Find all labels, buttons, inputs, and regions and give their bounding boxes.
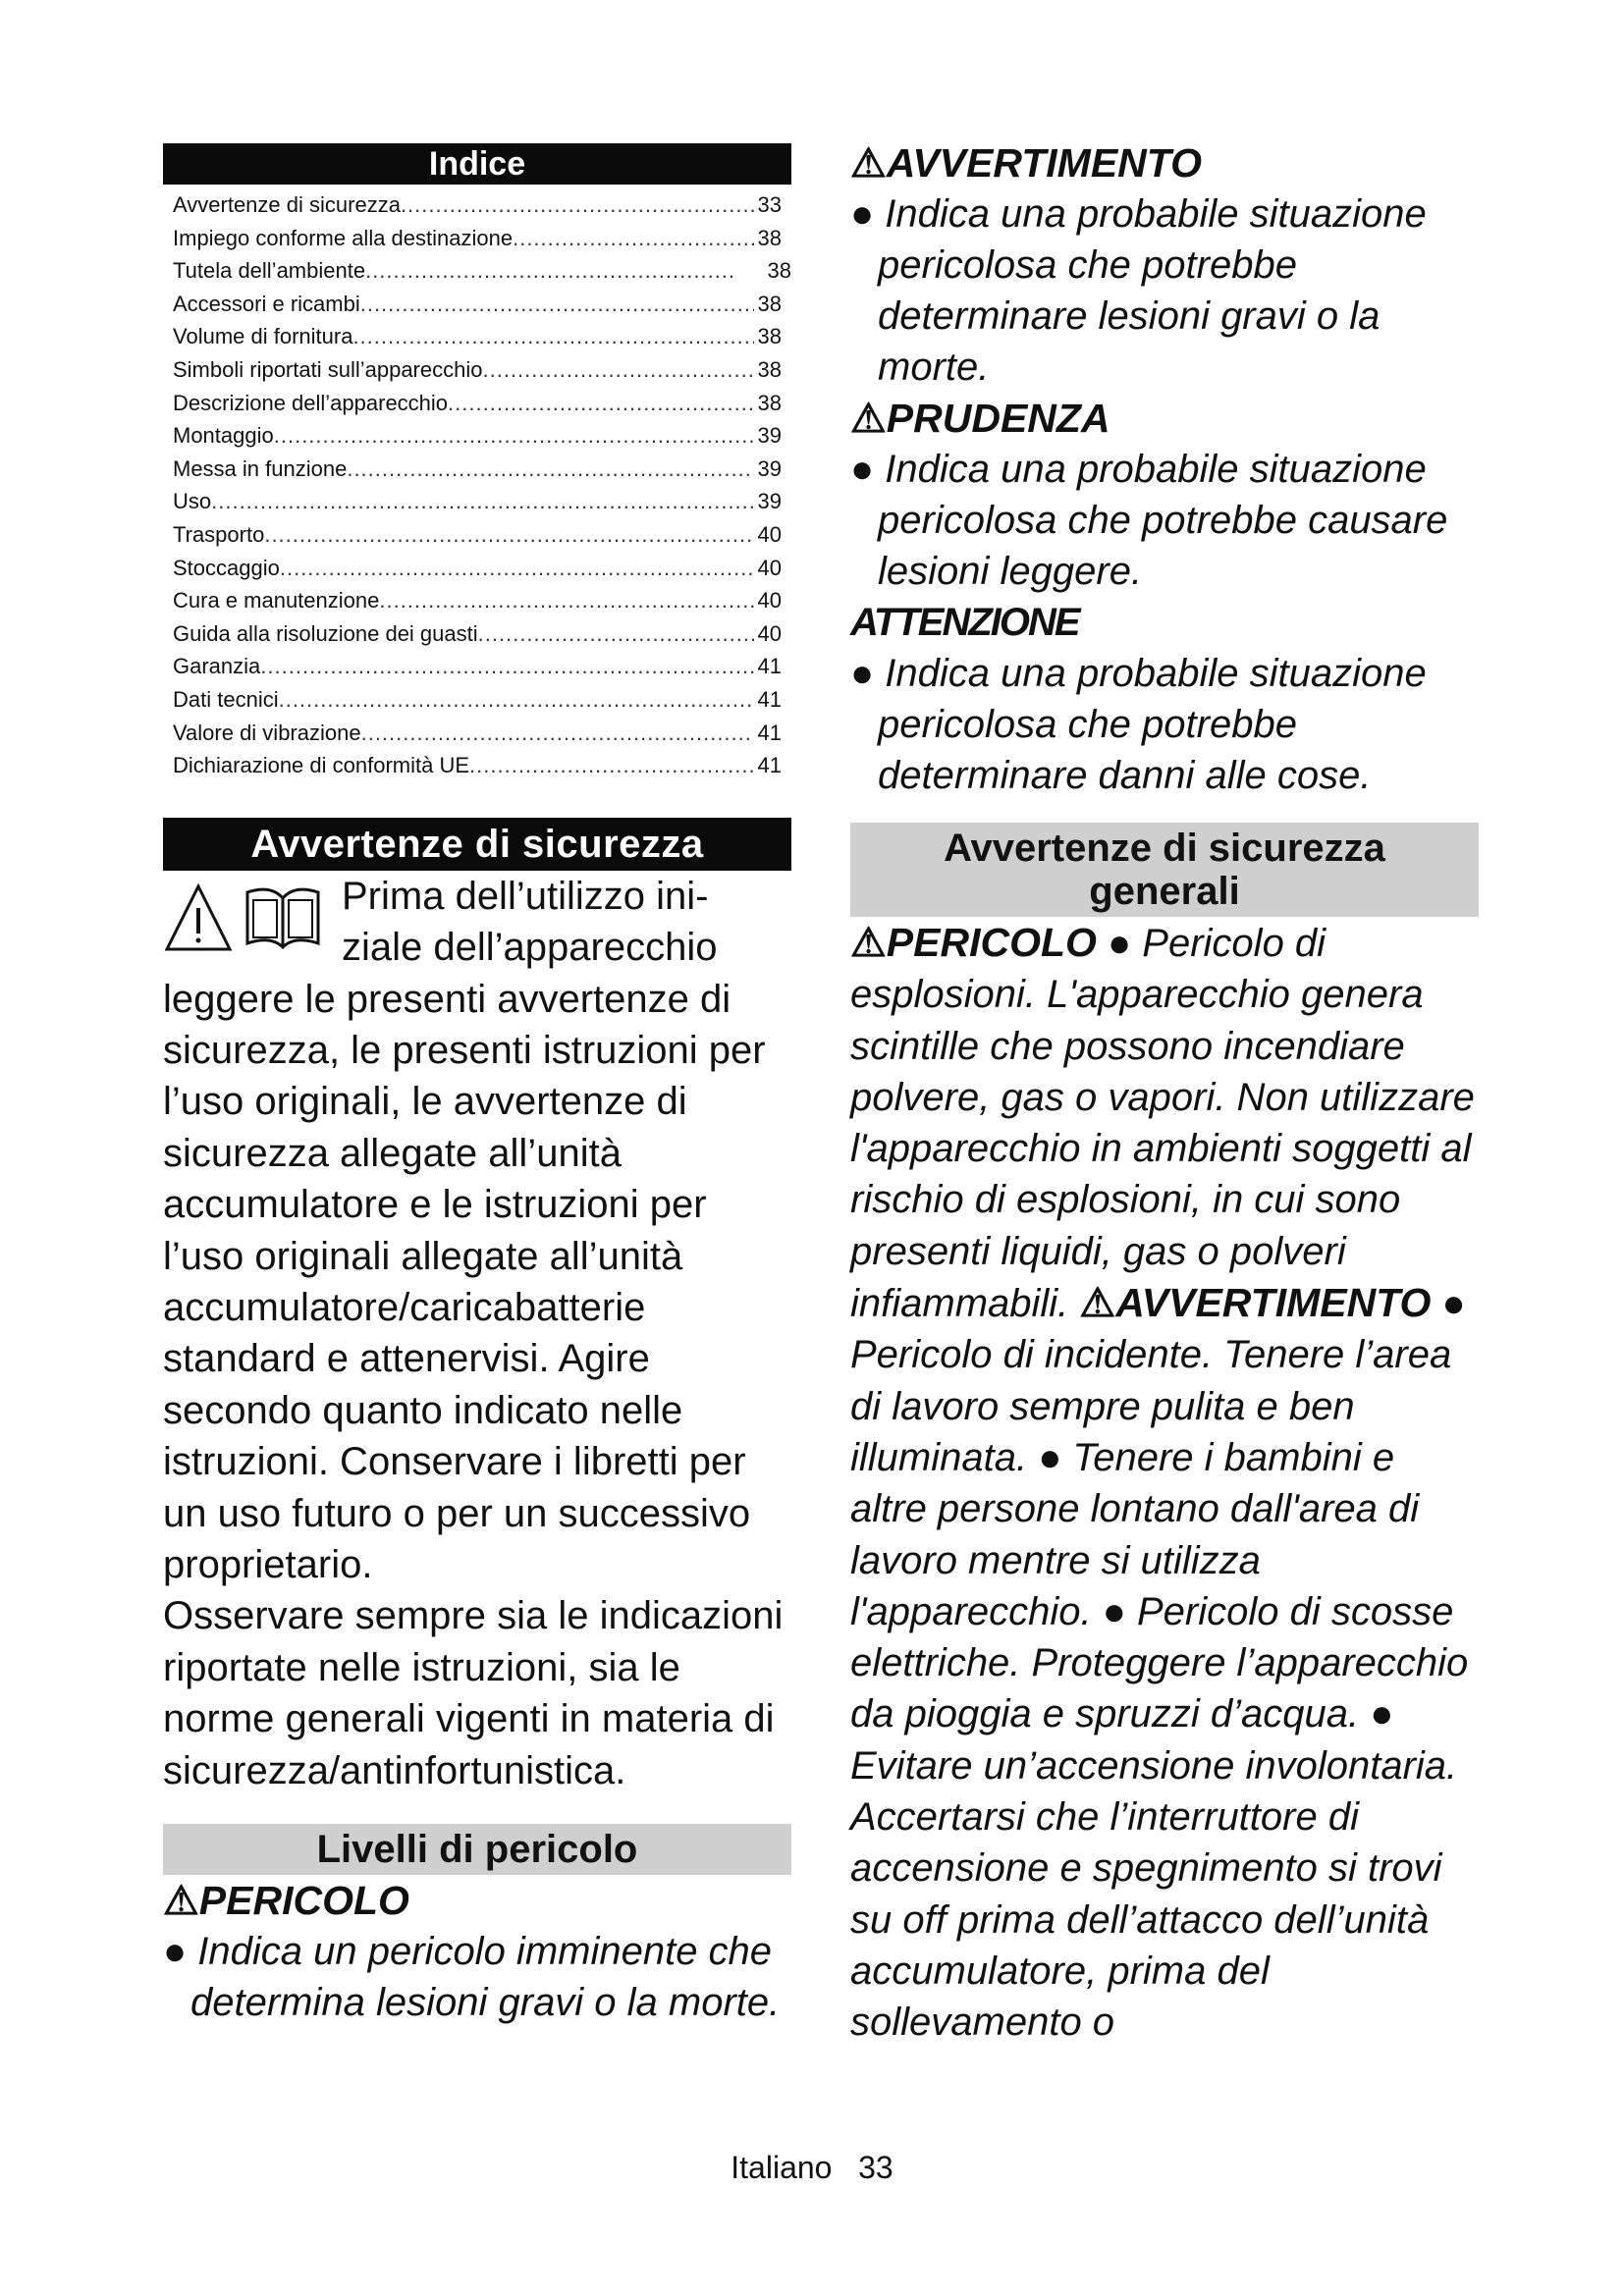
levels-heading: Livelli di pericolo <box>163 1824 791 1875</box>
toc-item[interactable]: Dichiarazione di conformità UE ..... 41 <box>163 749 791 782</box>
warning-icon: ⚠ <box>850 920 887 965</box>
toc-item[interactable]: Impiego conforme alla destinazione ..... 38 <box>163 222 791 255</box>
pericolo-description: ● Indica un pericolo imminente che determina lesioni gravi o la morte. <box>163 1930 781 2024</box>
prudenza-description: ● Indica una probabile situazione pericolosa che potrebbe causare lesioni leggere. <box>850 448 1448 593</box>
pericolo-title: ⚠PERICOLO <box>163 1878 409 1923</box>
avvertimento-description: ● Indica una probabile situazione pericolosa che potrebbe determinare lesioni gravi o la morte. <box>850 192 1427 389</box>
toc-item[interactable]: Volume di fornitura ..... 38 <box>163 320 791 353</box>
footer-page-number: 33 <box>858 2150 893 2185</box>
pericolo-inline-title: ⚠PERICOLO <box>850 920 1097 965</box>
page-footer <box>0 2150 1624 2186</box>
toc-item[interactable]: Simboli riportati sull’apparecchio ..... 38 <box>163 353 791 387</box>
toc-item[interactable]: Accessori e ricambi ..... 38 <box>163 288 791 321</box>
attenzione-title: ATTENZIONE <box>850 601 1079 644</box>
safety-paragraph-2: Osservare sempre sia le indicazioni riportate nelle istruzioni, sia le norme generali vigenti in materia di sicurezza/antinfortunistica. <box>163 1594 784 1792</box>
toc-item[interactable]: Guida alla risoluzione dei guasti ..... 40 <box>163 617 791 651</box>
left-column <box>163 143 791 2028</box>
toc-item[interactable]: Messa in funzione ..... 39 <box>163 453 791 486</box>
warning-icon: ⚠ <box>850 396 887 441</box>
warning-icon: ⚠ <box>1079 1280 1116 1326</box>
toc-item[interactable]: Uso ..... 39 <box>163 485 791 518</box>
manual-book-icon <box>247 889 318 947</box>
toc-item[interactable]: Montaggio ..... 39 <box>163 419 791 453</box>
toc-item[interactable]: Tutela dell’ambiente ..... 38 <box>163 254 791 288</box>
toc-item[interactable]: Valore di vibrazione ..... 41 <box>163 717 791 750</box>
prudenza-title: ⚠PRUDENZA <box>850 396 1110 441</box>
warning-icon: ⚠ <box>850 140 887 186</box>
safety-heading: Avvertenze di sicurezza <box>163 818 791 871</box>
toc-item[interactable]: Dati tecnici ..... 41 <box>163 683 791 717</box>
warning-icon: ⚠ <box>163 1878 199 1923</box>
attenzione-description: ● Indica una probabile situazione pericolosa che potrebbe determinare danni alle cose. <box>850 652 1427 797</box>
warning-triangle-icon <box>163 879 330 967</box>
toc-item[interactable]: Garanzia ..... 41 <box>163 650 791 683</box>
toc-item[interactable]: Avvertenze di sicurezza ..... 33 <box>163 188 791 222</box>
general-warnings-text: ⚠PERICOLO ● Pericolo di esplosioni. L'apparecchio genera scintille che possono incendiare polvere, gas o vapori. Non utilizzare l'apparecchio in ambienti soggetti al rischio di esplosioni, in cui sono presenti liquidi, gas o polveri infiammabili. ⚠AVVERTIMENTO ● Pericolo di incidente. Tenere l’area di lavoro sempre pulita e ben illuminata. ● Tenere i bambini e altre persone lontano dall'area di lavoro mentre si utilizza l'apparecchio. ● Pericolo di scosse elettriche. Proteggere l’apparecchio da pioggia e spruzzi d’acqua. ● Evitare un’accensione involontaria. Accertarsi che l’interruttore di accensione e spegnimento si trovi su off prima dell’attacco dell’unità accumulatore, prima del sollevamento o <box>850 920 1475 2045</box>
avvertimento-inline-title: ⚠AVVERTIMENTO <box>1079 1280 1432 1326</box>
avvertimento-title: ⚠AVVERTIMENTO <box>850 140 1202 186</box>
warning-and-manual-icons <box>163 879 330 967</box>
toc-title: Indice <box>163 143 791 185</box>
toc-item[interactable]: Cura e manutenzione ..... 40 <box>163 584 791 617</box>
safety-intro: Prima dell’utilizzo ini- ziale dell’apparecchio leggere le presenti avvertenze di sicurezza, le presenti istruzioni per l’uso originali, le avvertenze di sicurezza allegate all’unità accumulatore e le istruzioni per l’uso originali allegate all’unità accumulatore/caricabatterie standard e attenervisi. Agire secondo quanto indicato nelle istruzioni. Conservare i libretti per un uso futuro o per un successivo proprietario. Osservare sempre sia le indicazioni riportate nelle istruzioni, sia le norme generali vigenti in materia di sicurezza/antinfortunistica. <box>163 871 791 1796</box>
toc-item[interactable]: Descrizione dell’apparecchio ..... 38 <box>163 387 791 420</box>
toc-item[interactable]: Stoccaggio ..... 40 <box>163 552 791 585</box>
right-column <box>850 137 1479 2049</box>
toc-list <box>163 188 791 782</box>
toc-item[interactable]: Trasporto ..... 40 <box>163 518 791 552</box>
footer-language: Italiano <box>731 2150 833 2185</box>
general-heading: Avvertenze di sicurezza generali <box>850 823 1479 917</box>
